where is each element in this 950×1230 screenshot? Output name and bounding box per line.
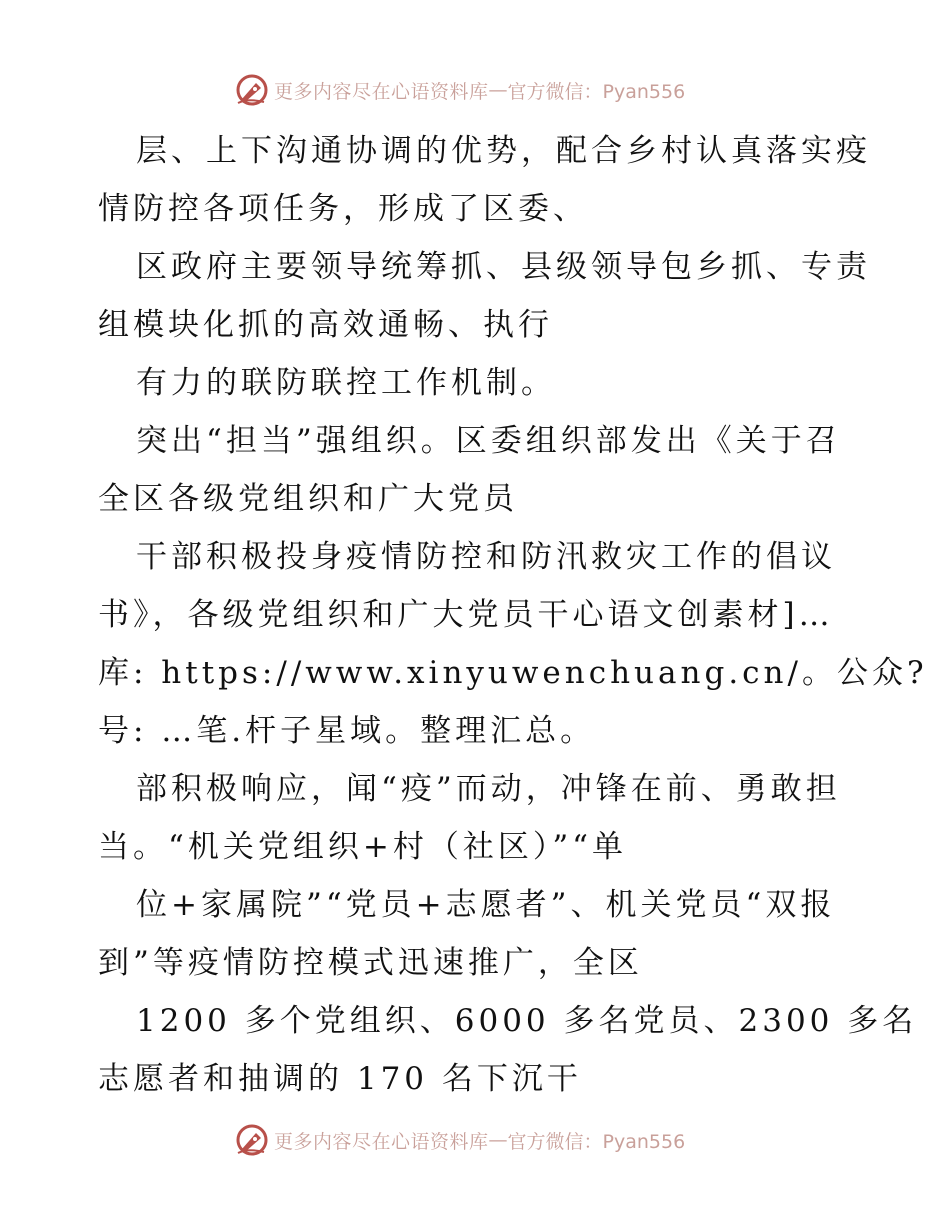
body-line: 1200 多个党组织、6000 多名党员、2300 多名 xyxy=(136,1003,918,1039)
footer-text: 更多内容尽在心语资料库 xyxy=(274,1130,489,1153)
pen-nib-circle-icon xyxy=(234,1122,270,1158)
body-line: 组模块化抓的高效通畅、执行 xyxy=(98,307,553,343)
body-line: 到”等疫情防控模式迅速推广，全区 xyxy=(98,945,643,981)
footer-separator: — xyxy=(488,1129,508,1151)
body-line: 干部积极投身疫情防控和防汛救灾工作的倡议 xyxy=(136,539,836,575)
header-banner xyxy=(234,72,685,108)
body-line: 突出“担当”强组织。区委组织部发出《关于召 xyxy=(136,423,841,459)
header-text: 更多内容尽在心语资料库 xyxy=(274,80,489,103)
footer-banner xyxy=(234,1122,685,1158)
body-line: 有力的联防联控工作机制。 xyxy=(136,365,556,401)
body-line: 号: …笔.杆子星域。整理汇总。 xyxy=(98,713,596,749)
footer-contact: 官方微信：Pyan556 xyxy=(507,1130,686,1153)
body-line: 层、上下沟通协调的优势，配合乡村认真落实疫 xyxy=(136,133,871,169)
body-line: 情防控各项任务，形成了区委、 xyxy=(98,191,588,227)
body-line: 位+家属院”“党员+志愿者”、机关党员“双报 xyxy=(136,887,836,923)
header-separator: — xyxy=(488,79,508,101)
document-body xyxy=(98,122,928,1108)
body-line: 当。“机关党组织+村（社区）”“单 xyxy=(98,829,628,865)
body-line: 区政府主要领导统筹抓、县级领导包乡抓、专责 xyxy=(136,249,871,285)
body-line: 全区各级党组织和广大党员 xyxy=(98,481,518,517)
body-line: 库: https://www.xinyuwenchuang.cn/。公众? xyxy=(98,655,928,691)
body-line: 志愿者和抽调的 170 名下沉干 xyxy=(98,1061,582,1097)
body-line: 部积极响应，闻“疫”而动，冲锋在前、勇敢担 xyxy=(136,771,841,807)
pen-nib-circle-icon xyxy=(234,72,270,108)
header-contact: 官方微信：Pyan556 xyxy=(507,80,686,103)
body-line: 书》，各级党组织和广大党员干心语文创素材]… xyxy=(98,597,834,633)
